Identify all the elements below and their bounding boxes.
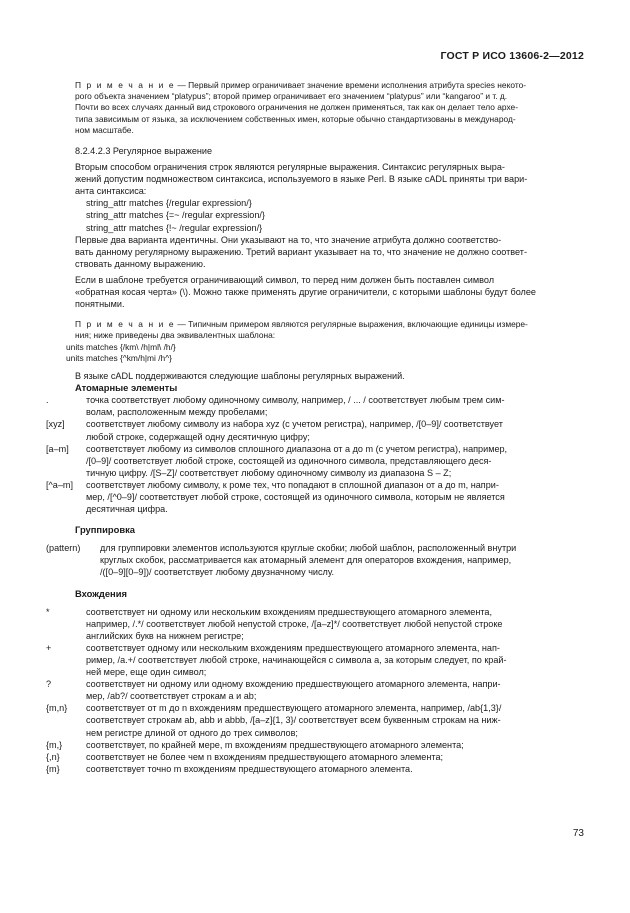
syntax-list — [46, 197, 586, 233]
para-line: анта синтаксиса: — [75, 186, 147, 197]
para-line: ствовать данному выражению. — [75, 258, 206, 269]
definition-item — [46, 678, 586, 702]
def-line: мер, /[^0–9]/ соответствует любой строке, состоящей из одиночного символа, которым не является — [86, 491, 505, 502]
note-first — [46, 80, 586, 136]
definition-text — [86, 751, 586, 763]
def-line: соответствует любому символу из набора xyz (с учетом регистра), например, /[0–9]/ соответствует — [86, 419, 503, 430]
standard-header: ГОСТ Р ИСО 13606-2—2012 — [440, 50, 584, 62]
syntax-line: string_attr matches {=~ /regular expression/} — [86, 210, 265, 221]
def-line: тичную цифру. /[S–Z]/ соответствует любому одиночному символу из диапазона S – Z; — [86, 467, 452, 478]
code-line: units matches {^km/h|mi /h^} — [66, 352, 172, 363]
slash-paragraph — [46, 274, 586, 310]
definition-term: + — [46, 642, 52, 653]
def-line: нем регистре длиной от одного до трех символов; — [86, 727, 298, 738]
definition-item — [46, 606, 586, 642]
para-line: «обратная косая черта» (\). Можно также применять другие ограничители, с которыми шаблоны будут более — [75, 287, 536, 298]
definition-term: ? — [46, 679, 52, 690]
def-line: соответствует от m до n вхождениям предшествующего атомарного элемента, например, /ab{1,3}/ — [86, 703, 502, 714]
definition-text — [86, 763, 586, 775]
intro-paragraph — [46, 161, 586, 197]
def-line: соответствует строкам ab, abb и abbb, /[a–z]{1, 3}/ соответствует всем буквенным строкам на ниж- — [86, 715, 501, 726]
definition-term: {m,} — [46, 739, 63, 750]
para-line: Если в шаблоне требуется ограничивающий символ, то перед ним должен быть поставлен символ — [75, 274, 495, 285]
def-line: ней мере, еще один символ; — [86, 667, 207, 678]
definition-text — [86, 678, 586, 702]
def-line: соответствует любому из символов сплошного диапазона от a до m (с учетом регистра), например, — [86, 443, 508, 454]
definition-term: {,n} — [46, 751, 60, 762]
note-line: ном масштабе. — [75, 124, 134, 135]
def-line: волам, расположенным между пробелами; — [86, 407, 268, 418]
para-line: Первые два варианта идентичны. Они указывают на то, что значение атрибута должно соответство- — [75, 234, 502, 245]
def-line: соответствует точно m вхождениям предшествующего атомарного элемента. — [86, 763, 413, 774]
definition-item — [46, 418, 586, 442]
def-line: /([0–9][0–9])/ соответствует любому двузначному числу. — [100, 567, 335, 578]
definition-term: (pattern) — [46, 543, 81, 554]
note-line: — Первый пример ограничивает значение времени исполнения атрибута species некото- — [175, 80, 527, 90]
definition-term: [xyz] — [46, 419, 65, 430]
def-line: ример, /a.+/ соответствует любой строке, начинающейся с символа a, за которым следует, по край- — [86, 655, 507, 666]
definition-text — [86, 418, 586, 442]
definition-item — [46, 751, 586, 763]
para-line: понятными. — [75, 299, 125, 310]
def-line: английских букв на нижнем регистре; — [86, 630, 244, 641]
def-line: соответствует не более чем n вхождениям предшествующего атомарного элемента; — [86, 751, 444, 762]
definition-text — [86, 702, 586, 738]
grouping-heading: Группировка — [75, 524, 135, 536]
note-line: ния; ниже приведены два эквивалентных шаблона: — [75, 330, 276, 341]
definition-term: * — [46, 606, 50, 617]
definition-text — [86, 394, 586, 418]
definition-text — [86, 739, 586, 751]
definition-text — [86, 642, 586, 678]
def-line: мер, /ab?/ соответствует строкам a и ab; — [86, 691, 257, 702]
page-content — [46, 80, 586, 775]
definition-item — [46, 394, 586, 418]
note-line: — Типичным примером являются регулярные выражения, включающие единицы измере- — [175, 319, 528, 330]
definition-item — [46, 739, 586, 751]
definition-text — [86, 443, 586, 479]
def-line: соответствует, по крайней мере, m вхождениям предшествующего атомарного элемента; — [86, 739, 464, 750]
code-line: units matches {/km\ /h|ml\ /h/} — [66, 341, 176, 352]
def-line: любой строке, содержащей одну десятичную цифру; — [86, 431, 310, 442]
definition-item — [46, 542, 586, 578]
templates-intro: В языке cADL поддерживаются следующие шаблоны регулярных выражений. — [75, 371, 405, 382]
definition-term: {m} — [46, 763, 60, 774]
variants-paragraph — [46, 234, 586, 270]
def-line: соответствует одному или нескольким вхождениям предшествующего атомарного элемента, нап- — [86, 642, 500, 653]
definition-item — [46, 479, 586, 515]
def-line: круглых скобок, рассматривается как атомарный элемент для операторов вхождения, например, — [100, 555, 512, 566]
atomic-heading: Атомарные элементы — [75, 382, 178, 394]
definition-item — [46, 763, 586, 775]
note-line: рого объекта значением “platypus”; второй пример ограничивает его значением “platypus” или “kangaroo” и т. д. — [75, 91, 508, 102]
syntax-line: string_attr matches {/regular expression/} — [86, 198, 252, 209]
definition-text — [100, 542, 586, 578]
note-code — [46, 342, 586, 364]
para-line: жений допустим подмножеством синтаксиса, используемого в языке Perl. В языке cADL приняты три вари- — [75, 174, 528, 185]
definition-item — [46, 702, 586, 738]
note-label: П р и м е ч а н и е — [75, 319, 176, 330]
definition-text — [86, 479, 586, 515]
note-line: типа зависимым от языка, за исключением собственных имен, которые обычно стандартизованы в международ- — [75, 113, 516, 124]
note-second — [46, 319, 586, 341]
def-line: десятичная цифра. — [86, 504, 168, 515]
definition-term: [a–m] — [46, 443, 69, 454]
definition-text — [86, 606, 586, 642]
def-line: соответствует ни одному или нескольким вхождениям предшествующего атомарного элемента, — [86, 606, 492, 617]
definition-term: [^a–m] — [46, 479, 74, 490]
occurrences-heading: Вхождения — [75, 587, 127, 599]
def-line: соответствует ни одному или одному вхождению предшествующего атомарного элемента, напри- — [86, 679, 501, 690]
def-line: например, /.*/ соответствует любой непустой строке, /[a–z]*/ соответствует любой непустой строке — [86, 618, 503, 629]
section-heading: 8.2.4.2.3 Регулярное выражение — [75, 146, 213, 157]
page-number: 73 — [572, 828, 584, 839]
def-line: точка соответствует любому одиночному символу, например, / ... / соответствует любым трем сим- — [86, 395, 505, 406]
definition-term: {m,n} — [46, 703, 68, 714]
definition-item — [46, 443, 586, 479]
note-line: Почти во всех случаях данный вид строкового ограничения не должен применяться, так как он делает тело архе- — [75, 102, 518, 113]
definition-term: . — [46, 395, 49, 406]
def-line: для группировки элементов используются круглые скобки; любой шаблон, расположенный внутри — [100, 543, 517, 554]
para-line: Вторым способом ограничения строк являются регулярные выражения. Синтаксис регулярных выра- — [75, 162, 505, 173]
note-label: П р и м е ч а н и е — [75, 80, 176, 90]
definition-item — [46, 642, 586, 678]
def-line: соответствует любому символу, к роме тех, что попадают в сплошной диапазон от a до m, напри- — [86, 479, 499, 490]
def-line: /[0–9]/ соответствует любой строке, состоящей из одиночного символа, представляющего деся- — [86, 455, 492, 466]
para-line: вать данному регулярному выражению. Третий вариант указывает на то, что значение не должно соответ- — [75, 246, 527, 257]
syntax-line: string_attr matches {!~ /regular expression/} — [86, 222, 263, 233]
